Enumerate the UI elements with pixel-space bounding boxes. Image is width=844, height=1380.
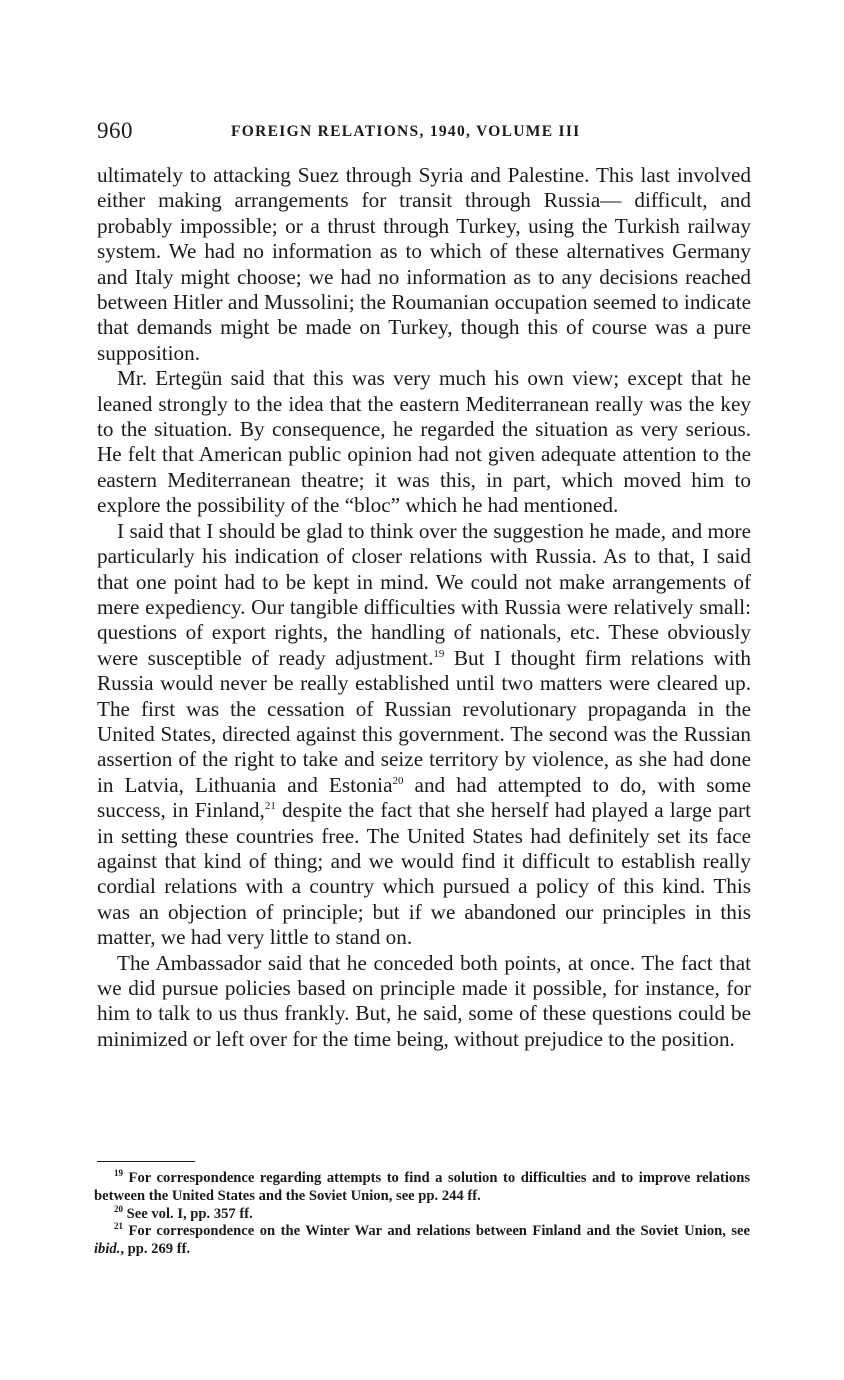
- footnote-20: [94, 1203, 750, 1224]
- footnote-number: 20: [114, 1203, 123, 1214]
- paragraph-3-text: and had attempted to do, with some success, in Finland,: [97, 772, 751, 823]
- footnote-number: 19: [114, 1168, 123, 1179]
- running-head: FOREIGN RELATIONS, 1940, VOLUME III: [231, 123, 581, 140]
- paragraph-4: The Ambassador said that he conceded both points, at once. The fact that we did pursue policies based on principle made it possible, for instance, for him to talk to us thus frankly. But, he said, some of these questions could be minimized or left over for the time being, without prejudice to the position.: [97, 950, 751, 1051]
- footnote-number: 21: [114, 1221, 123, 1232]
- paragraph-3-text: despite the fact that she herself had played a large part in setting these countries free. The United States had definitely set its face against that kind of thing; and we would find it difficult to establish really cordial relations with a country which pursued a policy of this kind. This was an objection of principle; but if we abandoned our principles in this matter, we had very little to stand on.: [97, 798, 751, 950]
- footnote-21: [94, 1223, 750, 1259]
- footnote-text: For correspondence regarding attempts to find a solution to difficulties and to improve relations between the United States and the Soviet Union, see pp. 244 ff.: [94, 1170, 750, 1204]
- paragraph-3-text: I said that I should be glad to think over the suggestion he made, and more particularly his indication of closer relations with Russia. As to that, I said that one point had to be kept in mind. We could not make arrangements of mere expediency. Our tangible difficulties with Russia were relatively small: questions of export rights, the handling of nationals, etc. These obviously were susceptible of ready adjustment.: [97, 518, 751, 670]
- footnote-ref-21: 21: [264, 800, 276, 813]
- footnote-19: [94, 1170, 750, 1206]
- footnote-ref-19: 19: [433, 647, 445, 660]
- page-header: [97, 118, 751, 148]
- footnote-divider: [97, 1161, 195, 1162]
- paragraph-3: [97, 519, 751, 951]
- footnote-ref-20: 20: [392, 774, 404, 787]
- footnote-text: For correspondence on the Winter War and relations between Finland and the Soviet Union, see: [123, 1223, 750, 1240]
- paragraph-3-text: But I thought firm relations with Russia would never be really established until two matters were cleared up. The first was the cessation of Russian revolutionary propaganda in the United States, directed against this government. The second was the Russian assertion of the right to take and seize territory by violence, as she had done in Latvia, Lithuania and Estonia: [97, 645, 752, 797]
- paragraph-2: Mr. Ertegün said that this was very much his own view; except that he leaned strongly to the idea that the eastern Mediterranean really was the key to the situation. By consequence, he regarded the situation as very serious. He felt that American public opinion had not given adequate attention to the eastern Mediterranean theatre; it was this, in part, which moved him to explore the possibility of the “bloc” which he had mentioned.: [97, 366, 751, 518]
- footnote-ibid: ibid.: [94, 1241, 121, 1258]
- paragraph-1: ultimately to attacking Suez through Syria and Palestine. This last involved either making arrangements for transit through Russia— difficult, and probably impossible; or a thrust through Turkey, using the Turkish railway system. We had no information as to which of these alternatives Germany and Italy might choose; we had no information as to any decisions reached between Hitler and Mussolini; the Roumanian occupation seemed to indicate that demands might be made on Turkey, though this of course was a pure supposition.: [97, 163, 751, 365]
- footnotes: [94, 1170, 750, 1259]
- footnote-text: , pp. 269 ff.: [120, 1241, 191, 1258]
- footnote-text: See vol. I, pp. 357 ff.: [123, 1205, 253, 1222]
- page-number: 960: [97, 118, 133, 143]
- body-text: [97, 163, 751, 1052]
